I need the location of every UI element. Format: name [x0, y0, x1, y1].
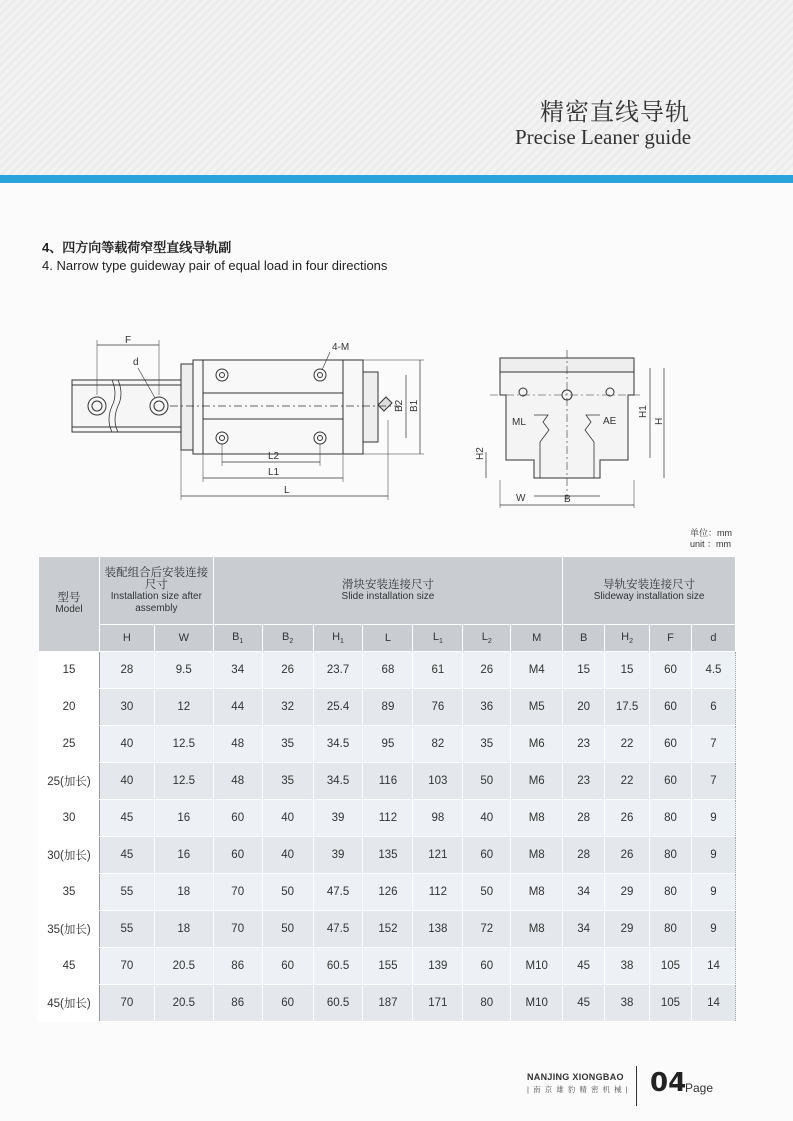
- table-cell: 86: [213, 948, 262, 985]
- table-cell: 6: [691, 689, 735, 726]
- column-header: [213, 625, 262, 652]
- table-cell: 45: [99, 800, 154, 837]
- table-cell: 20: [563, 689, 605, 726]
- table-cell: 50: [463, 874, 511, 911]
- table-cell: 105: [650, 985, 692, 1022]
- table-cell: 9: [691, 911, 735, 948]
- table-cell: 72: [463, 911, 511, 948]
- table-cell: 70: [99, 985, 154, 1022]
- column-header-label: $L_2$: [481, 630, 492, 646]
- label-L2: L2: [268, 451, 280, 462]
- label-F: F: [125, 335, 132, 346]
- table-cell: 40: [99, 763, 154, 800]
- table-cell: 112: [363, 800, 413, 837]
- table-cell: 40: [262, 800, 313, 837]
- table-cell: 50: [262, 874, 313, 911]
- table-cell: 60: [650, 763, 692, 800]
- table-cell: 12.5: [154, 726, 213, 763]
- table-cell: 35: [262, 726, 313, 763]
- column-header: L: [363, 625, 413, 652]
- table-cell: 171: [413, 985, 463, 1022]
- table-cell: 15: [563, 652, 605, 689]
- table-cell: 45: [99, 837, 154, 874]
- table-cell: 50: [463, 763, 511, 800]
- table-cell: 29: [605, 874, 650, 911]
- model-header: 型号 Model: [39, 557, 100, 652]
- table-cell: 20.5: [154, 948, 213, 985]
- table-cell: 55: [99, 911, 154, 948]
- table-cell: 18: [154, 911, 213, 948]
- model-cell: 30(加长): [39, 837, 100, 874]
- table-cell: M8: [511, 874, 563, 911]
- table-cell: 23: [563, 726, 605, 763]
- table-cell: 26: [605, 800, 650, 837]
- table-cell: 68: [363, 652, 413, 689]
- label-d: d: [133, 357, 139, 368]
- table-cell: 36: [463, 689, 511, 726]
- table-cell: 18: [154, 874, 213, 911]
- table-cell: 34.5: [313, 726, 363, 763]
- label-H2: H2: [475, 447, 486, 460]
- table-cell: M8: [511, 800, 563, 837]
- table-cell: 39: [313, 837, 363, 874]
- table-cell: M6: [511, 726, 563, 763]
- table-cell: 103: [413, 763, 463, 800]
- model-cell: 35: [39, 874, 100, 911]
- group-header-slideway: 导轨安装连接尺寸 Slideway installation size: [563, 557, 736, 625]
- table-cell: 7: [691, 763, 735, 800]
- table-cell: 40: [463, 800, 511, 837]
- table-row: [39, 985, 736, 1022]
- table-cell: 29: [605, 911, 650, 948]
- label-AE: AE: [603, 416, 617, 427]
- table-cell: 22: [605, 763, 650, 800]
- table-cell: 95: [363, 726, 413, 763]
- table-cell: 187: [363, 985, 413, 1022]
- table-cell: 32: [262, 689, 313, 726]
- table-cell: M4: [511, 652, 563, 689]
- table-cell: 60: [650, 726, 692, 763]
- table-cell: 23: [563, 763, 605, 800]
- unit-cn: 单位：mm: [690, 528, 732, 538]
- table-cell: 105: [650, 948, 692, 985]
- table-cell: 60.5: [313, 985, 363, 1022]
- table-cell: M8: [511, 911, 563, 948]
- table-cell: 152: [363, 911, 413, 948]
- table-cell: 30: [99, 689, 154, 726]
- table-cell: 60: [213, 800, 262, 837]
- table-cell: 60: [262, 985, 313, 1022]
- column-header: F: [650, 625, 692, 652]
- group-header-slide: 滑块安装连接尺寸 Slide installation size: [213, 557, 562, 625]
- table-row: [39, 800, 736, 837]
- table-row: [39, 763, 736, 800]
- table-cell: 9: [691, 874, 735, 911]
- table-cell: M10: [511, 985, 563, 1022]
- table-cell: 80: [650, 800, 692, 837]
- table-cell: 55: [99, 874, 154, 911]
- model-cell: 25(加长): [39, 763, 100, 800]
- unit-en: unit ：mm: [690, 539, 732, 549]
- table-cell: 60: [650, 652, 692, 689]
- column-header: [413, 625, 463, 652]
- table-cell: 26: [605, 837, 650, 874]
- table-cell: 7: [691, 726, 735, 763]
- table-cell: 45: [563, 948, 605, 985]
- table-cell: 25.4: [313, 689, 363, 726]
- table-cell: 155: [363, 948, 413, 985]
- model-cell: 35(加长): [39, 911, 100, 948]
- table-cell: 60: [213, 837, 262, 874]
- table-cell: 16: [154, 800, 213, 837]
- table-cell: 60: [262, 948, 313, 985]
- model-cell: 15: [39, 652, 100, 689]
- spec-table-body: [39, 652, 736, 1022]
- table-cell: 34: [563, 911, 605, 948]
- table-cell: 14: [691, 985, 735, 1022]
- table-row: [39, 874, 736, 911]
- footer-brand: NANJING XIONGBAO: [527, 1072, 624, 1082]
- table-cell: 40: [99, 726, 154, 763]
- table-cell: 20.5: [154, 985, 213, 1022]
- table-cell: 12.5: [154, 763, 213, 800]
- table-cell: 80: [650, 837, 692, 874]
- model-cell: 20: [39, 689, 100, 726]
- table-cell: 89: [363, 689, 413, 726]
- table-cell: 4.5: [691, 652, 735, 689]
- table-cell: 138: [413, 911, 463, 948]
- table-cell: 15: [605, 652, 650, 689]
- column-header: M: [511, 625, 563, 652]
- table-cell: 26: [262, 652, 313, 689]
- table-cell: 44: [213, 689, 262, 726]
- table-cell: 48: [213, 726, 262, 763]
- table-cell: 80: [463, 985, 511, 1022]
- table-cell: 98: [413, 800, 463, 837]
- table-cell: 28: [99, 652, 154, 689]
- column-header: [313, 625, 363, 652]
- section-title-cn: 4、四方向等载荷窄型直线导轨副: [42, 240, 232, 255]
- table-cell: M10: [511, 948, 563, 985]
- column-header: W: [154, 625, 213, 652]
- table-cell: 80: [650, 874, 692, 911]
- table-cell: 23.7: [313, 652, 363, 689]
- table-cell: 47.5: [313, 874, 363, 911]
- technical-drawing: [0, 330, 793, 520]
- column-header: B: [563, 625, 605, 652]
- label-ML: ML: [512, 417, 526, 428]
- table-cell: 17.5: [605, 689, 650, 726]
- table-row: [39, 726, 736, 763]
- table-cell: 126: [363, 874, 413, 911]
- page-number: 04: [650, 1068, 687, 1098]
- table-cell: 86: [213, 985, 262, 1022]
- table-cell: 38: [605, 985, 650, 1022]
- column-header-label: $B_2$: [281, 630, 294, 646]
- table-cell: 9: [691, 800, 735, 837]
- label-B: B: [564, 494, 571, 505]
- column-header-label: $B_1$: [232, 630, 244, 646]
- column-header-label: $L_1$: [432, 630, 443, 646]
- page-title-cn: 精密直线导轨: [540, 98, 690, 126]
- model-cell: 25: [39, 726, 100, 763]
- label-L1: L1: [268, 467, 280, 478]
- model-cell: 45(加长): [39, 985, 100, 1022]
- column-header-label: $H_1$: [332, 630, 344, 646]
- label-H1: H1: [638, 405, 649, 418]
- label-L: L: [284, 485, 290, 496]
- table-cell: 38: [605, 948, 650, 985]
- table-row: [39, 652, 736, 689]
- table-cell: 60: [650, 689, 692, 726]
- table-cell: 34: [213, 652, 262, 689]
- table-cell: 116: [363, 763, 413, 800]
- label-4M: 4-M: [332, 342, 350, 353]
- table-cell: 35: [262, 763, 313, 800]
- column-header-row: [39, 625, 736, 652]
- table-cell: 135: [363, 837, 413, 874]
- label-W: W: [516, 493, 526, 504]
- header-accent-bar: [0, 175, 793, 183]
- group-header-assembly: 装配组合后安装连接尺寸 Installation size after assembly: [99, 557, 213, 625]
- table-row: [39, 689, 736, 726]
- table-row: [39, 911, 736, 948]
- table-cell: 70: [213, 911, 262, 948]
- table-cell: 14: [691, 948, 735, 985]
- page-label: Page: [685, 1081, 714, 1095]
- table-cell: 34: [563, 874, 605, 911]
- table-cell: 22: [605, 726, 650, 763]
- table-cell: 60: [463, 837, 511, 874]
- label-H: H: [654, 417, 665, 425]
- unit-note: [690, 528, 732, 550]
- table-cell: 34.5: [313, 763, 363, 800]
- table-cell: 121: [413, 837, 463, 874]
- table-cell: 61: [413, 652, 463, 689]
- footer-brand-cn: | 南 京 雄 豹 精 密 机 械 |: [527, 1085, 629, 1094]
- section-title-en: 4. Narrow type guideway pair of equal load in four directions: [42, 258, 388, 273]
- label-B1: B1: [409, 399, 420, 412]
- table-cell: 82: [413, 726, 463, 763]
- table-cell: M8: [511, 837, 563, 874]
- table-cell: 26: [463, 652, 511, 689]
- table-cell: 112: [413, 874, 463, 911]
- table-cell: 70: [213, 874, 262, 911]
- column-header-label: $H_2$: [621, 630, 633, 646]
- table-cell: M6: [511, 763, 563, 800]
- table-cell: 76: [413, 689, 463, 726]
- table-row: [39, 948, 736, 985]
- table-cell: M5: [511, 689, 563, 726]
- table-cell: 39: [313, 800, 363, 837]
- table-row: [39, 837, 736, 874]
- label-B2: B2: [394, 399, 405, 412]
- table-cell: 9: [691, 837, 735, 874]
- table-cell: 45: [563, 985, 605, 1022]
- table-cell: 28: [563, 800, 605, 837]
- table-cell: 80: [650, 911, 692, 948]
- footer-divider: [636, 1066, 637, 1106]
- table-cell: 60: [463, 948, 511, 985]
- table-cell: 16: [154, 837, 213, 874]
- table-cell: 28: [563, 837, 605, 874]
- table-cell: 40: [262, 837, 313, 874]
- model-cell: 30: [39, 800, 100, 837]
- column-header: H: [99, 625, 154, 652]
- table-cell: 47.5: [313, 911, 363, 948]
- table-cell: 139: [413, 948, 463, 985]
- table-cell: 60.5: [313, 948, 363, 985]
- table-cell: 12: [154, 689, 213, 726]
- top-view-drawing: [72, 340, 424, 500]
- page-title-en: Precise Leaner guide: [515, 125, 692, 149]
- column-header: [605, 625, 650, 652]
- end-view-drawing: [486, 350, 664, 508]
- table-cell: 50: [262, 911, 313, 948]
- table-cell: 70: [99, 948, 154, 985]
- column-header: [262, 625, 313, 652]
- column-header: [463, 625, 511, 652]
- column-header: d: [691, 625, 735, 652]
- table-cell: 48: [213, 763, 262, 800]
- spec-table: [38, 556, 736, 1022]
- table-cell: 9.5: [154, 652, 213, 689]
- model-cell: 45: [39, 948, 100, 985]
- table-cell: 35: [463, 726, 511, 763]
